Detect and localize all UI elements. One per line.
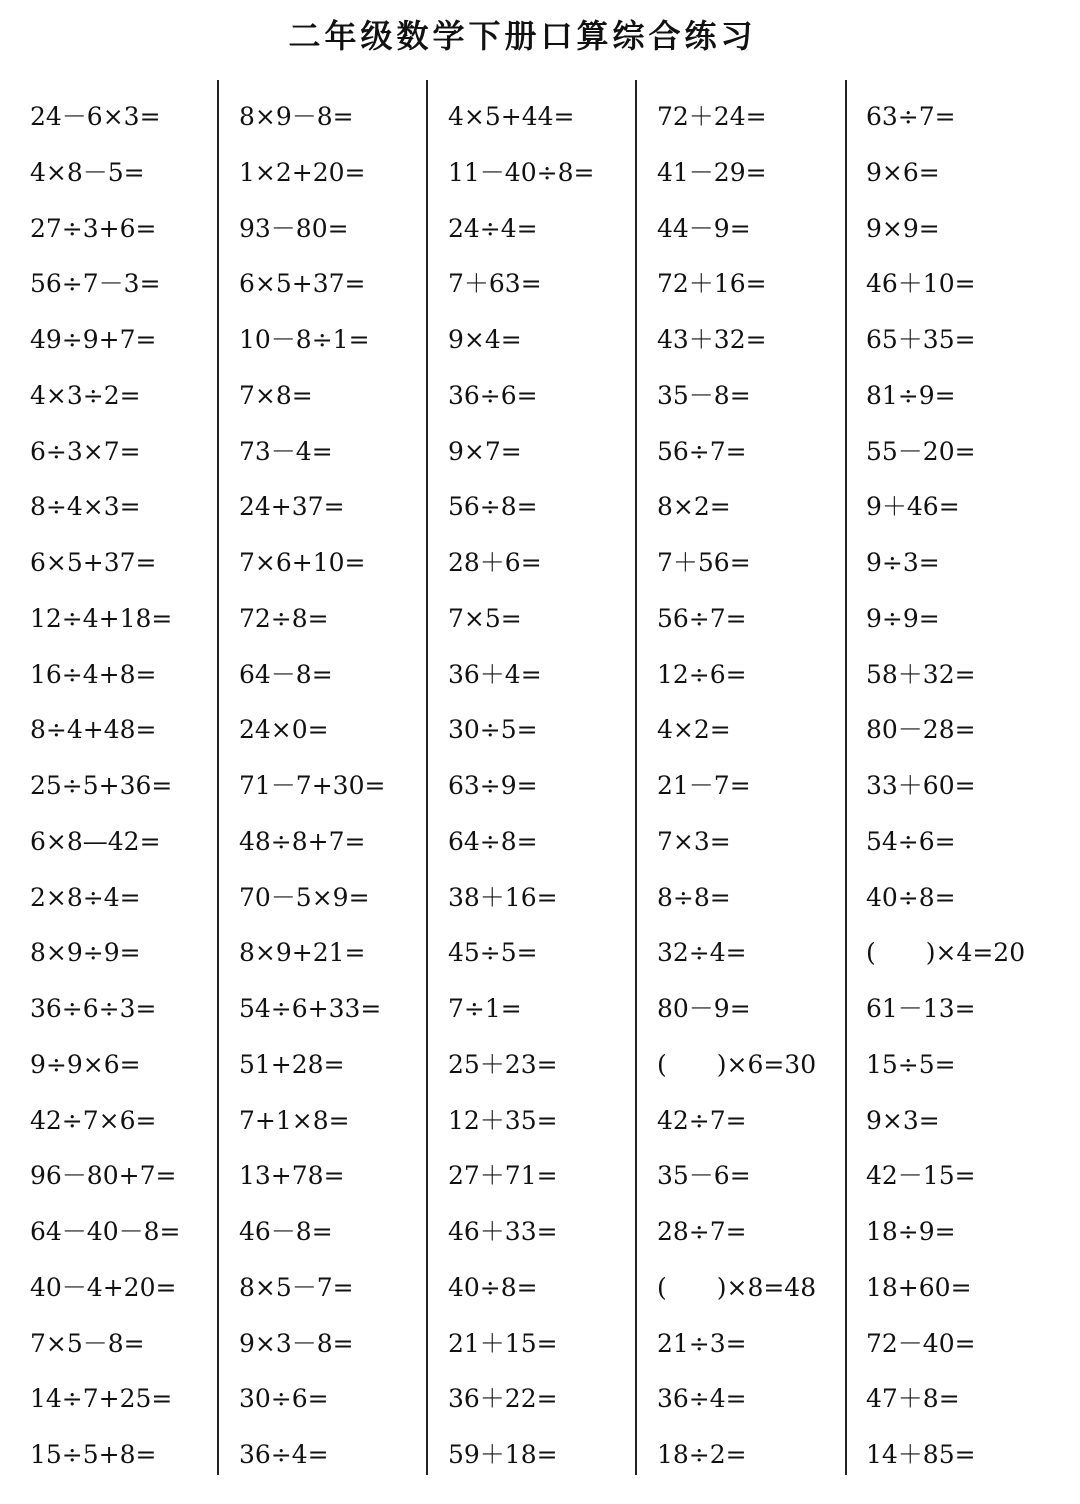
problem-item: 58＋32=: [866, 659, 976, 689]
problem-item: 30÷5=: [448, 715, 538, 745]
problem-item: 46－8=: [239, 1217, 333, 1246]
problem-item: 72＋16=: [657, 269, 767, 299]
problem-item: 24×0=: [239, 715, 329, 745]
problem-item: 7×8=: [239, 380, 313, 410]
problem-item: 16÷4+8=: [30, 659, 157, 689]
problem-item: 44－9=: [657, 213, 751, 243]
problem-item: 49÷9+7=: [30, 325, 157, 354]
problem-item: 14÷7+25=: [30, 1384, 173, 1414]
problem-item: 63÷9=: [448, 771, 538, 800]
problem-item: 40－4+20=: [30, 1272, 177, 1302]
problem-item: 15÷5=: [866, 1049, 956, 1079]
problem-item: 18+60=: [866, 1272, 972, 1302]
problem-item: 12÷6=: [657, 659, 747, 689]
problem-item: 10－8÷1=: [239, 325, 370, 354]
problem-item: 72÷8=: [239, 603, 329, 633]
problem-item: 8÷4+48=: [30, 715, 157, 745]
problem-item: 6÷3×7=: [30, 436, 141, 466]
problem-item: 9×3=: [866, 1105, 940, 1135]
problem-item: 7×6+10=: [239, 548, 366, 577]
problem-item: 32÷4=: [657, 938, 747, 968]
problem-item: 40÷8=: [448, 1272, 538, 1302]
problem-item: 55－20=: [866, 436, 976, 466]
column-divider: [635, 80, 637, 1475]
problem-item: 46＋33=: [448, 1217, 558, 1246]
problem-item: 8×9－8=: [239, 102, 354, 131]
problem-item: 8×5－7=: [239, 1272, 354, 1302]
problem-item: 8×9÷9=: [30, 938, 141, 968]
problem-item: 18÷9=: [866, 1217, 956, 1246]
problem-item: 21－7=: [657, 771, 751, 800]
problem-item: ( )×6=30: [657, 1049, 817, 1079]
problem-item: 63÷7=: [866, 102, 956, 131]
problem-item: 80－9=: [657, 994, 751, 1023]
problem-item: 96－80+7=: [30, 1161, 177, 1191]
problem-item: 33＋60=: [866, 771, 976, 800]
problem-item: 24+37=: [239, 492, 345, 522]
problem-item: 25＋23=: [448, 1049, 558, 1079]
problem-item: 8÷4×3=: [30, 492, 141, 522]
problem-item: 36＋22=: [448, 1384, 558, 1414]
problem-item: 2×8÷4=: [30, 882, 141, 912]
problem-item: 48÷8+7=: [239, 826, 366, 856]
problem-item: 9＋46=: [866, 492, 960, 522]
problem-item: 4×8－5=: [30, 157, 145, 187]
problem-item: 71－7+30=: [239, 771, 386, 800]
problem-item: 36÷6÷3=: [30, 994, 157, 1023]
problem-item: 4×3÷2=: [30, 380, 141, 410]
problem-item: 64÷8=: [448, 826, 538, 856]
problem-item: 47＋8=: [866, 1384, 960, 1414]
problem-item: 9×9=: [866, 213, 940, 243]
problem-item: 7×5－8=: [30, 1328, 145, 1358]
problem-item: 7＋56=: [657, 548, 751, 577]
problem-item: 9÷9=: [866, 603, 940, 633]
problem-item: 7×3=: [657, 826, 731, 856]
problem-item: 11－40÷8=: [448, 157, 595, 187]
problem-item: 8×2=: [657, 492, 731, 522]
problem-item: 36÷4=: [239, 1440, 329, 1469]
problem-item: 54÷6+33=: [239, 994, 382, 1023]
problem-item: 25÷5+36=: [30, 771, 173, 800]
problem-item: ( )×4=20: [866, 938, 1026, 968]
problem-item: 27＋71=: [448, 1161, 558, 1191]
problem-item: 56÷8=: [448, 492, 538, 522]
problem-item: 35－6=: [657, 1161, 751, 1191]
problem-item: 73－4=: [239, 436, 333, 466]
problem-item: 56÷7－3=: [30, 269, 161, 299]
problem-item: 12＋35=: [448, 1105, 558, 1135]
problem-item: 36÷4=: [657, 1384, 747, 1414]
problem-item: 7＋63=: [448, 269, 542, 299]
problem-item: 15÷5+8=: [30, 1440, 157, 1469]
problem-item: 42÷7×6=: [30, 1105, 157, 1135]
problem-item: 6×5+37=: [30, 548, 157, 577]
problem-item: 8×9+21=: [239, 938, 366, 968]
problem-item: 51+28=: [239, 1049, 345, 1079]
problem-item: 28＋6=: [448, 548, 542, 577]
problem-item: 35－8=: [657, 380, 751, 410]
problem-item: 9×4=: [448, 325, 522, 354]
problem-item: 6×5+37=: [239, 269, 366, 299]
problem-item: 24－6×3=: [30, 102, 161, 131]
problem-item: 61－13=: [866, 994, 976, 1023]
problem-item: 43＋32=: [657, 325, 767, 354]
problem-item: 7×5=: [448, 603, 522, 633]
problem-item: 42－15=: [866, 1161, 976, 1191]
problem-item: 56÷7=: [657, 603, 747, 633]
problem-item: 13+78=: [239, 1161, 345, 1191]
problem-item: 30÷6=: [239, 1384, 329, 1414]
problem-item: 64－40－8=: [30, 1217, 181, 1246]
problem-item: 7+1×8=: [239, 1105, 350, 1135]
problem-item: 72＋24=: [657, 102, 767, 131]
problem-item: 38＋16=: [448, 882, 558, 912]
problem-item: 64－8=: [239, 659, 333, 689]
problem-item: 81÷9=: [866, 380, 956, 410]
problem-item: 56÷7=: [657, 436, 747, 466]
column-divider: [217, 80, 219, 1475]
problem-item: 8÷8=: [657, 882, 731, 912]
problem-item: 18÷2=: [657, 1440, 747, 1469]
problem-item: 24÷4=: [448, 213, 538, 243]
problem-item: 9÷9×6=: [30, 1049, 141, 1079]
problem-item: 12÷4+18=: [30, 603, 173, 633]
problem-item: 54÷6=: [866, 826, 956, 856]
problem-item: 36＋4=: [448, 659, 542, 689]
problem-item: 40÷8=: [866, 882, 956, 912]
problem-item: 70－5×9=: [239, 882, 370, 912]
problem-item: 65＋35=: [866, 325, 976, 354]
problem-item: 80－28=: [866, 715, 976, 745]
problem-item: 41－29=: [657, 157, 767, 187]
problem-item: 21÷3=: [657, 1328, 747, 1358]
page-title: 二年级数学下册口算综合练习: [288, 17, 757, 55]
problem-item: 21＋15=: [448, 1328, 558, 1358]
problem-item: 9÷3=: [866, 548, 940, 577]
problem-item: 9×7=: [448, 436, 522, 466]
problem-item: 36÷6=: [448, 380, 538, 410]
problem-item: 46＋10=: [866, 269, 976, 299]
problem-item: 9×3－8=: [239, 1328, 354, 1358]
problem-item: 59＋18=: [448, 1440, 558, 1469]
problem-item: 42÷7=: [657, 1105, 747, 1135]
problem-item: 28÷7=: [657, 1217, 747, 1246]
problem-item: 72－40=: [866, 1328, 976, 1358]
problem-item: 27÷3+6=: [30, 213, 157, 243]
problem-item: 4×5+44=: [448, 102, 575, 131]
column-divider: [426, 80, 428, 1475]
problem-item: 93－80=: [239, 213, 349, 243]
column-divider: [845, 80, 847, 1475]
problem-item: 6×8—42=: [30, 826, 161, 856]
problem-item: 1×2+20=: [239, 157, 366, 187]
problem-item: 7÷1=: [448, 994, 522, 1023]
problem-item: 4×2=: [657, 715, 731, 745]
problem-item: 14＋85=: [866, 1440, 976, 1469]
problem-item: 9×6=: [866, 157, 940, 187]
problem-item: ( )×8=48: [657, 1272, 817, 1302]
problem-item: 45÷5=: [448, 938, 538, 968]
problem-sheet: [0, 80, 1080, 1480]
